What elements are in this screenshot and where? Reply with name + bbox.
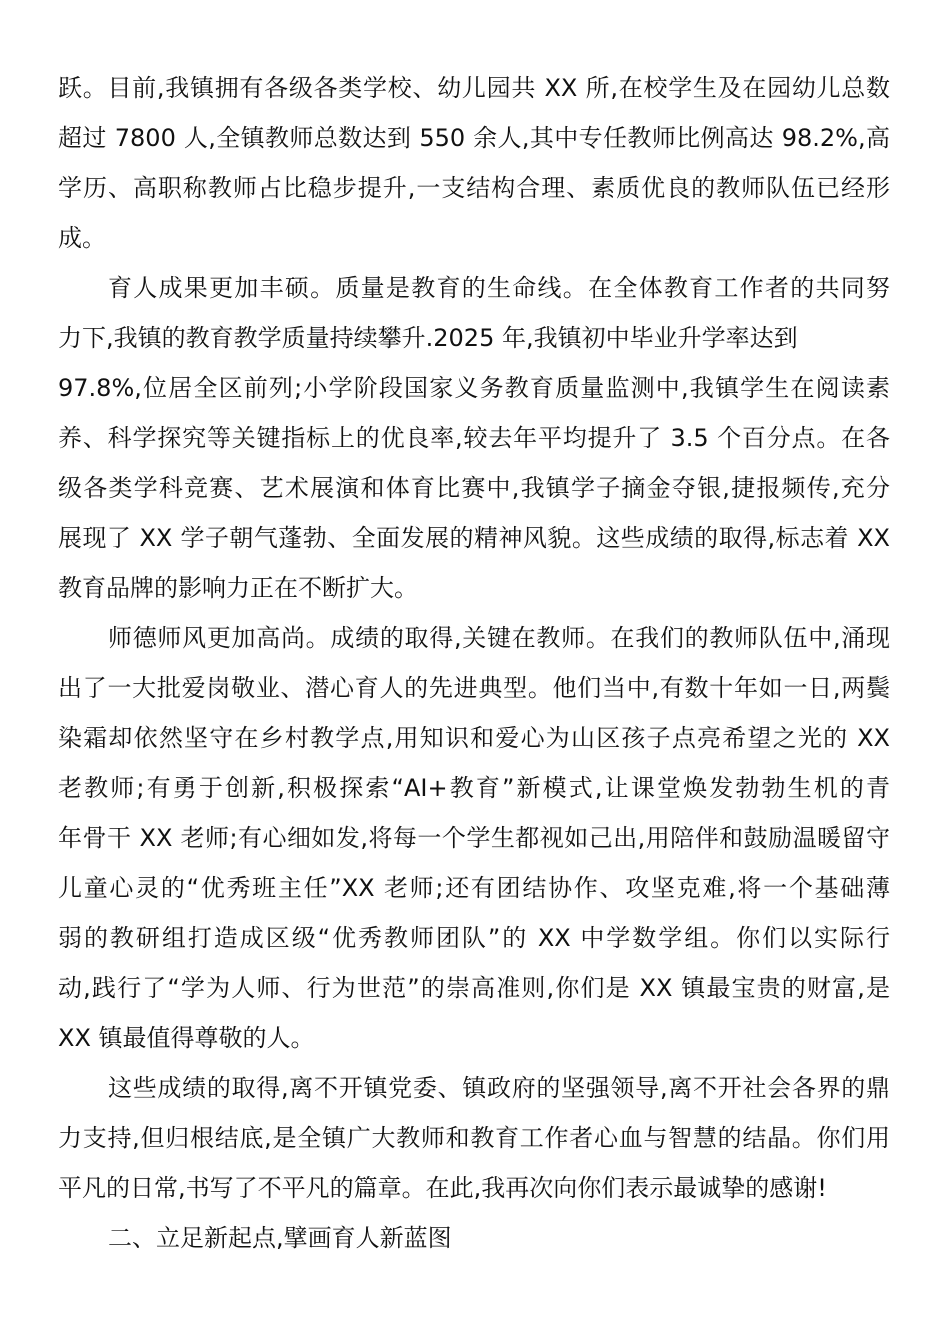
text-line: 老教师;有勇于创新,积极探索“AI+教育”新模式,让课堂焕发勃勃生机的青 [58, 774, 890, 802]
text-line: 儿童心灵的“优秀班主任”XX 老师;还有团结协作、攻坚克难,将一个基础薄 [58, 874, 890, 902]
text-line: XX 镇最值得尊敬的人。 [58, 1024, 315, 1052]
text-line: 超过 7800 人,全镇教师总数达到 550 余人,其中专任教师比例高达 98.2%,高 [58, 124, 890, 152]
text-line: 弱的教研组打造成区级“优秀教师团队”的 XX 中学数学组。你们以实际行 [58, 924, 890, 952]
text-line: 这些成绩的取得,离不开镇党委、镇政府的坚强领导,离不开社会各界的鼎 [108, 1074, 890, 1102]
document-page [58, 63, 890, 1263]
text-line: 级各类学科竞赛、艺术展演和体育比赛中,我镇学子摘金夺银,捷报频传,充分 [58, 474, 890, 502]
text-line: 动,践行了“学为人师、行为世范”的崇高准则,你们是 XX 镇最宝贵的财富,是 [58, 974, 890, 1002]
text-line: 跃。目前,我镇拥有各级各类学校、幼儿园共 XX 所,在校学生及在园幼儿总数 [58, 74, 890, 102]
text-line: 育人成果更加丰硕。质量是教育的生命线。在全体教育工作者的共同努 [108, 274, 890, 302]
text-line: 年骨干 XX 老师;有心细如发,将每一个学生都视如己出,用陪伴和鼓励温暖留守 [58, 824, 890, 852]
text-line: 平凡的日常,书写了不平凡的篇章。在此,我再次向你们表示最诚挚的感谢! [58, 1174, 827, 1202]
text-line: 养、科学探究等关键指标上的优良率,较去年平均提升了 3.5 个百分点。在各 [58, 424, 890, 452]
text-line: 力支持,但归根结底,是全镇广大教师和教育工作者心血与智慧的结晶。你们用 [58, 1124, 890, 1152]
section-heading: 二、立足新起点,擘画育人新蓝图 [108, 1224, 452, 1252]
text-line: 出了一大批爱岗敬业、潜心育人的先进典型。他们当中,有数十年如一日,两鬓 [58, 674, 890, 702]
text-line: 教育品牌的影响力正在不断扩大。 [58, 574, 418, 602]
text-line: 染霜却依然坚守在乡村教学点,用知识和爱心为山区孩子点亮希望之光的 XX [58, 724, 890, 752]
text-line: 展现了 XX 学子朝气蓬勃、全面发展的精神风貌。这些成绩的取得,标志着 XX [58, 524, 890, 552]
text-line: 学历、高职称教师占比稳步提升,一支结构合理、素质优良的教师队伍已经形 [58, 174, 890, 202]
text-line: 力下,我镇的教育教学质量持续攀升.2025 年,我镇初中毕业升学率达到 [58, 324, 798, 352]
text-line: 97.8%,位居全区前列;小学阶段国家义务教育质量监测中,我镇学生在阅读素 [58, 374, 890, 402]
text-line: 成。 [58, 224, 106, 252]
text-line: 师德师风更加高尚。成绩的取得,关键在教师。在我们的教师队伍中,涌现 [108, 624, 890, 652]
